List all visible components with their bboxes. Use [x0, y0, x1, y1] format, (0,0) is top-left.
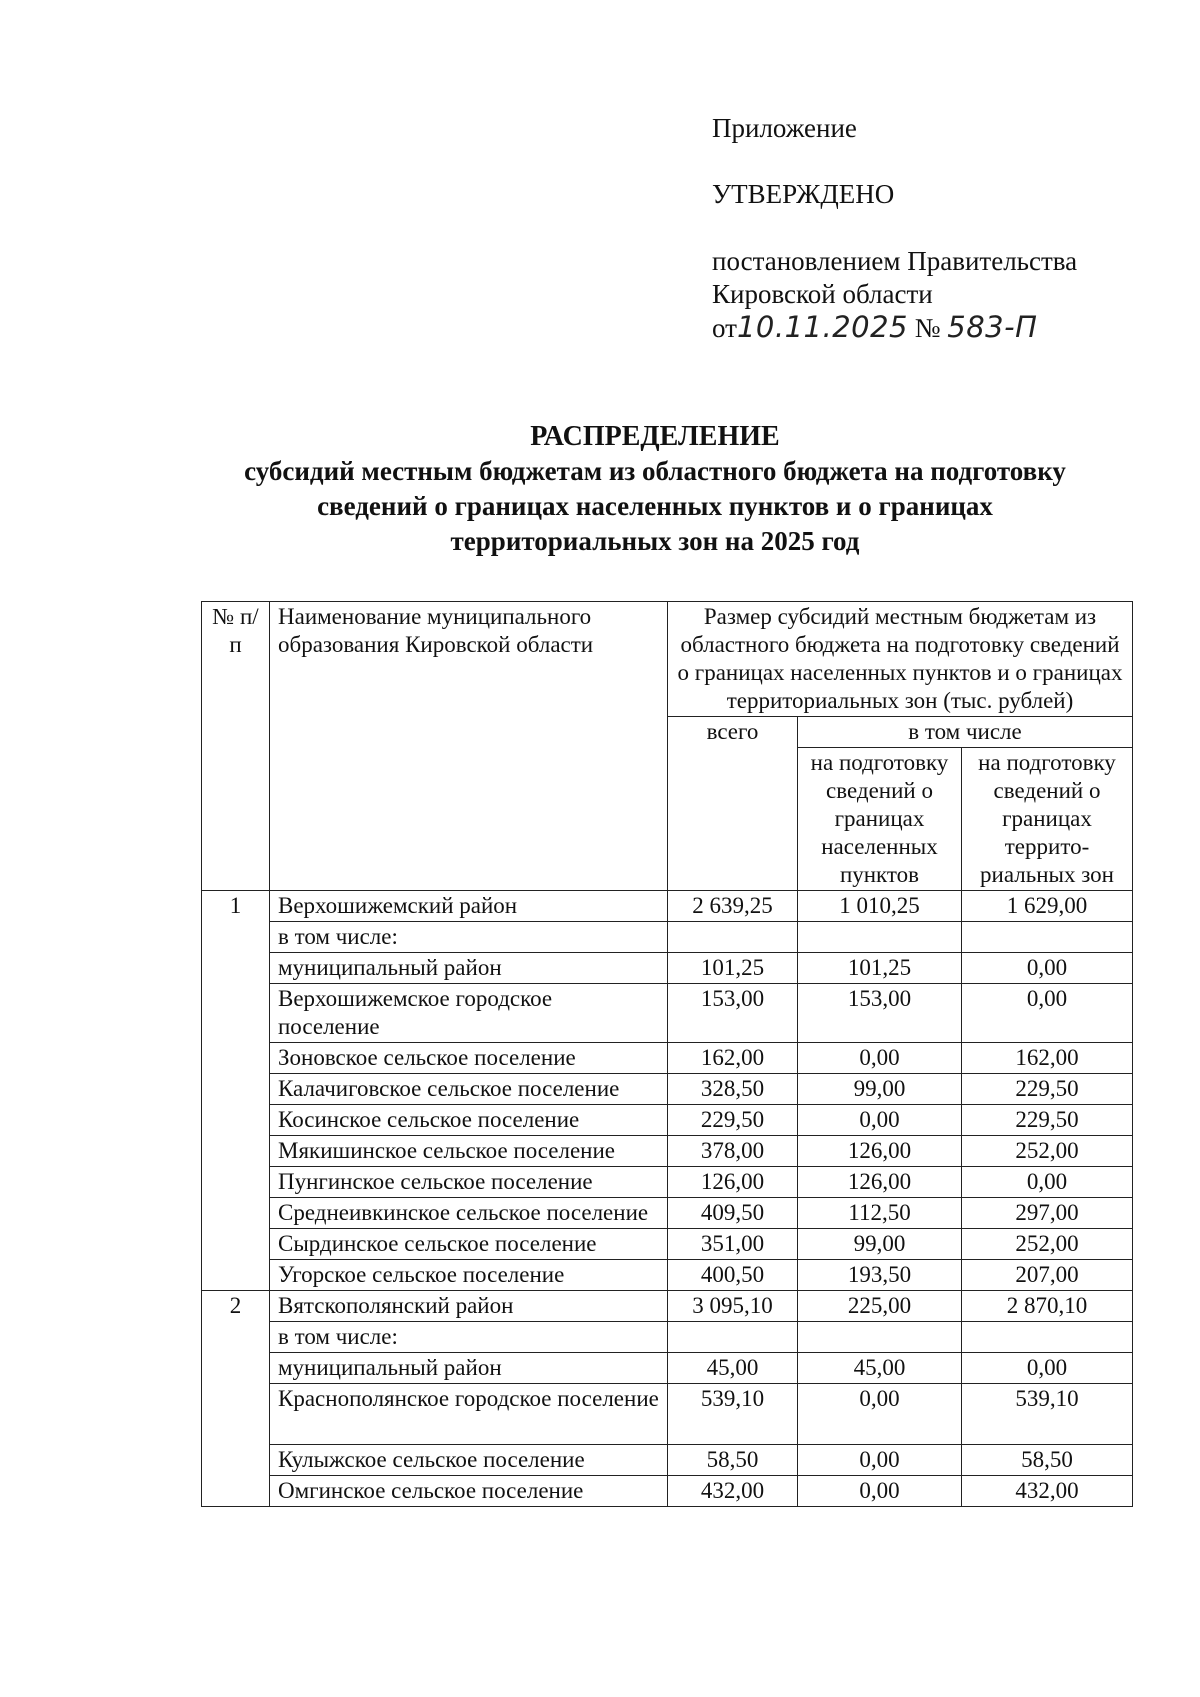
table-row: [202, 1136, 1133, 1167]
table-row: [202, 1260, 1133, 1291]
decree-date-line: [712, 311, 1077, 345]
header-zones: на подготовку сведений о границах террито-риальных зон: [962, 748, 1133, 891]
row-zones: 297,00: [962, 1198, 1133, 1229]
table-row: [202, 984, 1133, 1043]
row-total: 351,00: [668, 1229, 798, 1260]
row-settlements: [798, 922, 962, 953]
row-total: 2 639,25: [668, 891, 798, 922]
header-total: всего: [668, 717, 798, 891]
row-zones: 539,10: [962, 1384, 1133, 1445]
table-row: [202, 1322, 1133, 1353]
header-settlements: на подготовку сведений о границах населенных пунктов: [798, 748, 962, 891]
row-zones: 0,00: [962, 1167, 1133, 1198]
row-settlements: 225,00: [798, 1291, 962, 1322]
row-zones: 162,00: [962, 1043, 1133, 1074]
row-total: 126,00: [668, 1167, 798, 1198]
header-num: № п/п: [202, 602, 270, 891]
row-settlements: 45,00: [798, 1353, 962, 1384]
header-including: в том числе: [798, 717, 1133, 748]
row-settlements: 193,50: [798, 1260, 962, 1291]
row-total: 229,50: [668, 1105, 798, 1136]
row-number: 2: [202, 1291, 270, 1322]
table-row: [202, 1476, 1133, 1507]
table-row: [202, 1353, 1133, 1384]
appendix-label: Приложение: [712, 113, 857, 143]
row-number: [202, 1167, 270, 1198]
handwritten-number: 583-П: [947, 310, 1038, 344]
number-prefix: №: [914, 313, 941, 343]
row-zones: 0,00: [962, 984, 1133, 1043]
row-name: Верхошижемский район: [270, 891, 668, 922]
row-number: [202, 1074, 270, 1105]
row-number: [202, 1322, 270, 1353]
row-number: [202, 1105, 270, 1136]
row-settlements: 0,00: [798, 1384, 962, 1445]
row-number: [202, 953, 270, 984]
table-row: [202, 891, 1133, 922]
row-total: 409,50: [668, 1198, 798, 1229]
row-name: муниципальный район: [270, 953, 668, 984]
row-total: 162,00: [668, 1043, 798, 1074]
table-row: [202, 1384, 1133, 1445]
approved-label: УТВЕРЖДЕНО: [712, 179, 895, 209]
row-name: в том числе:: [270, 1322, 668, 1353]
table-row: [202, 1445, 1133, 1476]
header-amount-group: Размер субсидий местным бюджетам из областного бюджета на подготовку сведений о границах населенных пунктов и о границах территориальных зон (тыс. рублей): [668, 602, 1133, 717]
row-name: Угорское сельское поселение: [270, 1260, 668, 1291]
row-total: 45,00: [668, 1353, 798, 1384]
row-zones: 252,00: [962, 1229, 1133, 1260]
row-zones: 1 629,00: [962, 891, 1133, 922]
row-name: Пунгинское сельское поселение: [270, 1167, 668, 1198]
title-main: РАСПРЕДЕЛЕНИЕ: [530, 421, 780, 452]
row-name: Кулыжское сельское поселение: [270, 1445, 668, 1476]
document-title: [180, 419, 1130, 559]
row-settlements: 112,50: [798, 1198, 962, 1229]
row-name: Среднеивкинское сельское поселение: [270, 1198, 668, 1229]
table-row: [202, 922, 1133, 953]
table-row: [202, 1167, 1133, 1198]
row-total: 58,50: [668, 1445, 798, 1476]
row-number: [202, 1198, 270, 1229]
title-line-3: территориальных зон на 2025 год: [450, 526, 860, 556]
row-settlements: 99,00: [798, 1229, 962, 1260]
row-name: Зоновское сельское поселение: [270, 1043, 668, 1074]
row-number: [202, 922, 270, 953]
row-settlements: 0,00: [798, 1445, 962, 1476]
table-body: [202, 891, 1133, 1507]
row-settlements: 0,00: [798, 1105, 962, 1136]
row-name: Мякишинское сельское поселение: [270, 1136, 668, 1167]
table-row: [202, 1229, 1133, 1260]
row-settlements: 0,00: [798, 1476, 962, 1507]
row-settlements: 126,00: [798, 1167, 962, 1198]
title-line-1: субсидий местным бюджетам из областного бюджета на подготовку: [244, 456, 1066, 486]
row-zones: 229,50: [962, 1105, 1133, 1136]
row-settlements: 1 010,25: [798, 891, 962, 922]
date-prefix: от: [712, 313, 737, 343]
title-line-2: сведений о границах населенных пунктов и о границах: [317, 491, 993, 521]
table-row: [202, 953, 1133, 984]
row-total: 539,10: [668, 1384, 798, 1445]
row-number: [202, 1476, 270, 1507]
decree-line-2: Кировской области: [712, 279, 933, 309]
table-row: [202, 1198, 1133, 1229]
row-number: [202, 1260, 270, 1291]
row-zones: 252,00: [962, 1136, 1133, 1167]
row-name: муниципальный район: [270, 1353, 668, 1384]
approval-block: [712, 112, 1077, 345]
row-name: Омгинское сельское поселение: [270, 1476, 668, 1507]
header-name: Наименование муниципального образования Кировской области: [270, 602, 668, 891]
table-row: [202, 1291, 1133, 1322]
table-row: [202, 1043, 1133, 1074]
row-total: 101,25: [668, 953, 798, 984]
row-name: в том числе:: [270, 922, 668, 953]
decree-line-1: постановлением Правительства: [712, 246, 1078, 276]
row-total: 153,00: [668, 984, 798, 1043]
row-number: [202, 1136, 270, 1167]
row-number: [202, 984, 270, 1043]
distribution-table: [201, 601, 1133, 1507]
row-name: Вятскополянский район: [270, 1291, 668, 1322]
row-total: [668, 1322, 798, 1353]
row-zones: 0,00: [962, 953, 1133, 984]
row-total: 400,50: [668, 1260, 798, 1291]
row-zones: 229,50: [962, 1074, 1133, 1105]
row-total: 328,50: [668, 1074, 798, 1105]
row-zones: 432,00: [962, 1476, 1133, 1507]
row-settlements: [798, 1322, 962, 1353]
row-name: Краснополянское городское поселение: [270, 1384, 668, 1445]
row-name: Косинское сельское поселение: [270, 1105, 668, 1136]
row-zones: 0,00: [962, 1353, 1133, 1384]
row-number: [202, 1445, 270, 1476]
row-number: 1: [202, 891, 270, 922]
row-settlements: 126,00: [798, 1136, 962, 1167]
row-total: 378,00: [668, 1136, 798, 1167]
row-zones: [962, 1322, 1133, 1353]
row-number: [202, 1353, 270, 1384]
row-total: 3 095,10: [668, 1291, 798, 1322]
row-number: [202, 1229, 270, 1260]
row-name: Верхошижемское городское поселение: [270, 984, 668, 1043]
row-name: Калачиговское сельское поселение: [270, 1074, 668, 1105]
row-zones: 58,50: [962, 1445, 1133, 1476]
row-settlements: 99,00: [798, 1074, 962, 1105]
row-settlements: 0,00: [798, 1043, 962, 1074]
row-settlements: 153,00: [798, 984, 962, 1043]
table-row: [202, 1074, 1133, 1105]
row-zones: [962, 922, 1133, 953]
row-zones: 207,00: [962, 1260, 1133, 1291]
row-number: [202, 1043, 270, 1074]
row-settlements: 101,25: [798, 953, 962, 984]
table-row: [202, 1105, 1133, 1136]
row-zones: 2 870,10: [962, 1291, 1133, 1322]
row-number: [202, 1384, 270, 1445]
row-total: 432,00: [668, 1476, 798, 1507]
row-name: Сырдинское сельское поселение: [270, 1229, 668, 1260]
handwritten-date: 10.11.2025: [736, 310, 908, 344]
row-total: [668, 922, 798, 953]
